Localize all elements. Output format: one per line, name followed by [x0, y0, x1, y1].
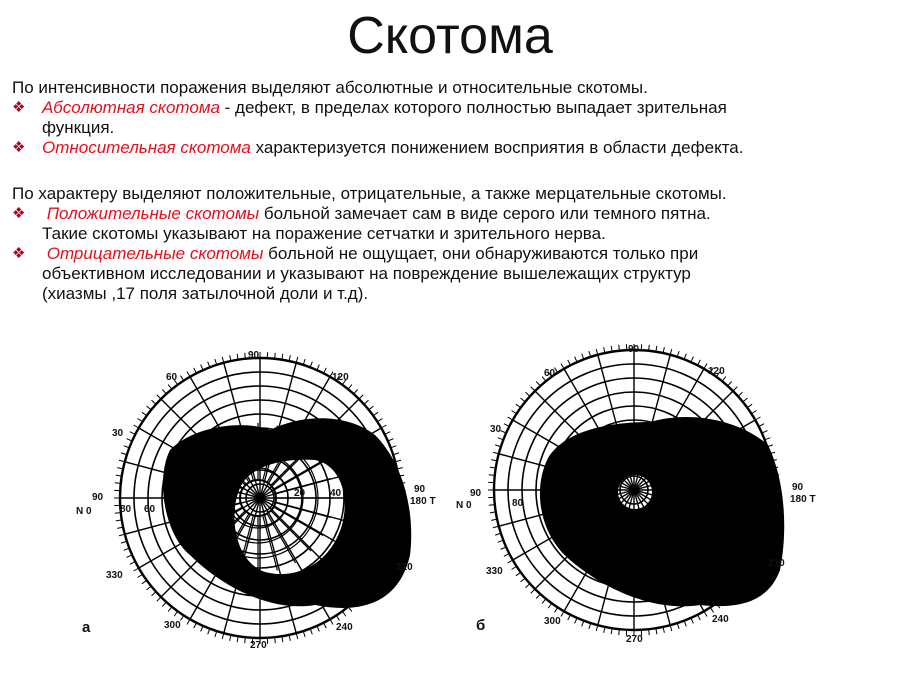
figure-letter-b: б [476, 617, 486, 634]
degree-tick [691, 618, 693, 623]
relative-desc: характеризуется понижением восприятия в области дефекта. [250, 138, 744, 157]
degree-tick [245, 637, 246, 643]
absolute-desc-1: - дефект, в пределах которого полностью выпадает зрительная [219, 98, 727, 117]
degree-tick [489, 475, 495, 476]
label-240: 240 [336, 622, 353, 633]
degree-tick [704, 364, 707, 369]
degree-tick [516, 572, 521, 576]
label-210: 210 [768, 558, 785, 569]
degree-tick [561, 611, 564, 616]
label-90: 90 [248, 350, 260, 361]
degree-tick [501, 431, 506, 433]
degree-tick [561, 364, 564, 369]
label-240: 240 [712, 614, 729, 625]
label-n0: N 0 [76, 506, 92, 517]
diamond-bullet-icon: ❖ [12, 139, 26, 156]
degree-tick [134, 425, 139, 428]
degree-tick [759, 424, 764, 427]
degree-tick [275, 637, 276, 643]
degree-tick [127, 555, 132, 557]
relative-scotoma-term: Относительная скотома [42, 138, 251, 157]
bullet-absolute [12, 98, 892, 138]
degree-tick [342, 611, 346, 616]
degree-tick [152, 592, 156, 596]
degree-tick [377, 418, 382, 421]
degree-tick [201, 365, 203, 370]
slide-title: Скотома [347, 7, 553, 65]
degree-tick [152, 400, 156, 404]
degree-tick [512, 410, 517, 413]
degree-tick [317, 626, 319, 631]
degree-tick [738, 392, 742, 396]
label-60: 60 [544, 368, 556, 379]
degree-tick [504, 424, 509, 427]
degree-tick [245, 353, 246, 359]
degree-tick [504, 554, 509, 557]
degree-tick [751, 410, 756, 413]
diamond-bullet-icon: ❖ [12, 99, 26, 116]
degree-tick [619, 345, 620, 351]
central-scotoma-b [540, 417, 784, 606]
bullet-relative [12, 138, 892, 158]
degree-tick [568, 360, 571, 365]
degree-tick [526, 584, 530, 588]
degree-tick [138, 574, 143, 577]
degree-tick [489, 505, 495, 506]
degree-tick [142, 580, 147, 584]
degree-tick [373, 412, 378, 416]
degree-tick [201, 626, 203, 631]
degree-tick [127, 439, 132, 441]
degree-tick [115, 483, 121, 484]
degree-tick [548, 603, 552, 608]
label-210: 210 [396, 562, 413, 573]
visual-field-diagram-b [450, 340, 830, 670]
degree-tick [336, 615, 339, 620]
degree-tick [512, 566, 517, 569]
degree-tick [130, 562, 135, 565]
degree-tick [508, 417, 513, 420]
degree-tick [385, 432, 390, 435]
label-right-90: 90 [792, 482, 804, 493]
degree-tick [508, 560, 513, 563]
degree-tick [168, 385, 172, 390]
degree-tick [142, 412, 147, 416]
label-30: 30 [112, 428, 124, 439]
degree-tick [180, 376, 183, 381]
degree-tick [187, 372, 190, 377]
degree-tick [359, 395, 363, 399]
degree-tick [147, 406, 152, 410]
degree-tick [194, 368, 197, 373]
degree-tick [649, 345, 650, 351]
intro-intensity: По интенсивности поражения выделяют абсолютные и относительные скотомы. [12, 78, 648, 97]
degree-tick [575, 357, 577, 362]
degree-tick [348, 385, 352, 390]
degree-tick [157, 597, 161, 601]
degree-tick [755, 417, 760, 420]
negative-desc-3: (хиазмы ,17 поля затылочной доли и т.д). [42, 284, 369, 303]
degree-tick [526, 392, 530, 396]
label-120: 120 [332, 372, 349, 383]
label-270: 270 [250, 640, 267, 651]
label-180t: 180 T [410, 496, 436, 507]
degree-tick [531, 589, 535, 593]
positive-desc-1: больной замечает сам в виде серого или темного пятна. [259, 204, 711, 223]
degree-tick [704, 611, 707, 616]
label-r80: 80 [120, 504, 132, 515]
label-r20: 20 [294, 488, 306, 499]
degree-tick [354, 390, 358, 394]
degree-tick [575, 618, 577, 623]
degree-tick [147, 586, 152, 590]
label-180t: 180 T [790, 494, 816, 505]
degree-tick [501, 547, 506, 549]
degree-tick [691, 357, 693, 362]
degree-tick [324, 368, 327, 373]
label-120: 120 [708, 366, 725, 377]
negative-desc-1: больной не ощущает, они обнаруживаются только при [263, 244, 699, 263]
degree-tick [554, 607, 557, 612]
degree-tick [134, 568, 139, 571]
degree-tick [728, 382, 732, 386]
body-text [12, 78, 892, 304]
positive-desc-2: Такие скотомы указывают на поражение сетчатки и зрительного нерва. [42, 224, 606, 243]
degree-tick [542, 599, 546, 604]
degree-tick [194, 623, 197, 628]
label-300: 300 [544, 616, 561, 627]
degree-tick [619, 629, 620, 635]
degree-tick [162, 602, 166, 606]
label-330: 330 [486, 566, 503, 577]
degree-tick [710, 607, 713, 612]
degree-tick [747, 404, 752, 408]
degree-tick [649, 629, 650, 635]
label-n0: N 0 [456, 500, 472, 511]
label-300: 300 [164, 620, 181, 631]
degree-tick [381, 425, 386, 428]
degree-tick [162, 390, 166, 394]
negative-desc-2: объективном исследовании и указывают на повреждение вышележащих структур [42, 264, 691, 283]
degree-tick [698, 615, 701, 620]
positive-scotoma-term: Положительные скотомы [46, 204, 260, 223]
degree-tick [174, 611, 178, 616]
label-r60: 60 [144, 504, 156, 515]
degree-tick [324, 623, 327, 628]
degree-tick [516, 404, 521, 408]
degree-tick [187, 619, 190, 624]
label-270: 270 [626, 634, 643, 645]
degree-tick [330, 619, 333, 624]
absolute-scotoma-term: Абсолютная скотома [42, 98, 220, 117]
degree-tick [536, 594, 540, 598]
bullet-positive [12, 204, 892, 244]
degree-tick [275, 353, 276, 359]
degree-tick [130, 432, 135, 435]
degree-tick [698, 360, 701, 365]
diamond-bullet-icon: ❖ [12, 205, 26, 222]
label-r40: 40 [330, 488, 342, 499]
visual-field-diagram-a [70, 340, 450, 670]
degree-tick [157, 395, 161, 399]
label-330: 330 [106, 570, 123, 581]
degree-tick [317, 365, 319, 370]
intro-character: По характеру выделяют положительные, отрицательные, а также мерцательные скотомы. [12, 184, 727, 203]
degree-tick [762, 431, 767, 433]
degree-tick [743, 398, 748, 402]
degree-tick [531, 387, 535, 391]
degree-tick [364, 400, 368, 404]
degree-tick [168, 607, 172, 612]
label-left-90: 90 [470, 488, 482, 499]
diamond-bullet-icon: ❖ [12, 245, 26, 262]
figure-letter-a: а [82, 619, 91, 636]
negative-scotoma-term: Отрицательные скотомы [46, 244, 264, 263]
label-right-90: 90 [414, 484, 426, 495]
bullet-negative [12, 244, 892, 304]
label-30: 30 [490, 424, 502, 435]
degree-tick [369, 406, 374, 410]
degree-tick [568, 615, 571, 620]
label-r80: 80 [512, 498, 524, 509]
degree-tick [521, 578, 526, 582]
degree-tick [733, 387, 737, 391]
label-60: 60 [166, 372, 178, 383]
absolute-desc-2: функция. [42, 118, 115, 137]
degree-tick [536, 382, 540, 386]
degree-tick [722, 377, 726, 382]
degree-tick [388, 439, 393, 441]
label-left-90: 90 [92, 492, 104, 503]
label-90: 90 [628, 344, 640, 355]
degree-tick [138, 418, 143, 421]
degree-tick [521, 398, 526, 402]
degree-tick [180, 615, 183, 620]
